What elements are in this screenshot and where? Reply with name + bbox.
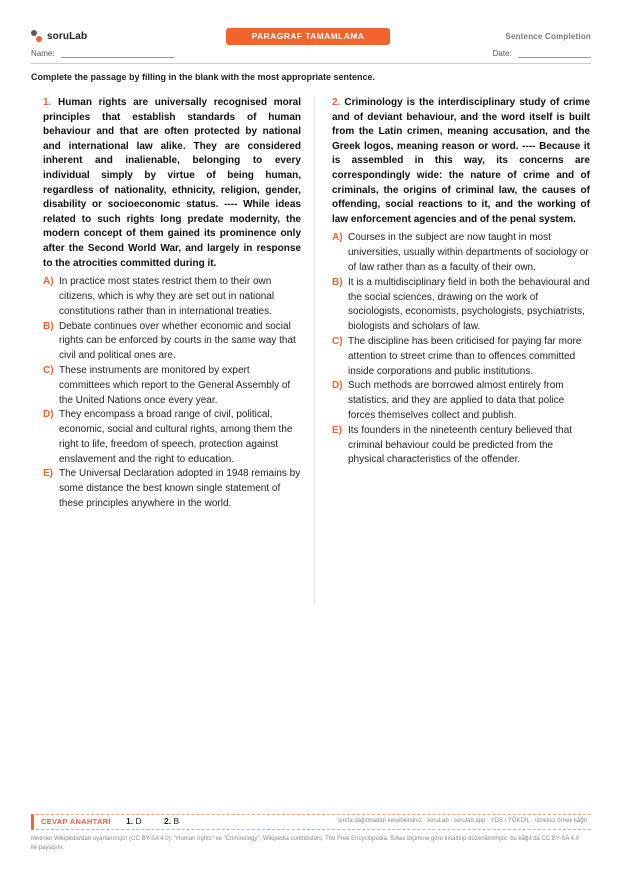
source-credits: Metinler Wikipedia'dan uyarlanmıştır (CC BY-SA 4.0): "Human rights" ve "Criminology"; Wikipedia contributors, The Free Encyclopedia. Sınav biçimine göre kısaltılıp düzenlenmiştir; bu kâğıt da CC BY-SA 4.0 ile paylaşılır. xyxy=(31,836,580,851)
passage-text: Human rights are universally recognised moral principles that establish standards of human behaviour and that are often protected by national and international law alike. They are considered inherent and inalienable, belonging to every individual simply by virtue of being human, regardless of nationality, ethnicity, religion, gender, disability or socioeconomic status. ---- While ideas related to such rights long predate modernity, the modern concept of them gained its prominence only after the Second World War, and largely in response to the atrocities committed during it. xyxy=(43,97,301,269)
option-c[interactable] xyxy=(332,335,590,379)
question-number: 1. xyxy=(43,97,52,108)
option-a[interactable] xyxy=(43,275,301,319)
date-label: Date: xyxy=(492,49,512,58)
option-text: The Universal Declaration adopted in 1948 remains by some distance the best known single statement of these principles anywhere in the world. xyxy=(59,468,301,510)
option-letter: B) xyxy=(332,276,343,288)
option-letter: D) xyxy=(43,409,54,421)
column-divider xyxy=(314,96,315,604)
answer-key-box xyxy=(31,814,591,830)
option-text: It is a multidisciplinary field in both the behavioural and the social sciences, drawing on the work of sociologists, economists, psychologists, psychiatrists, biologists and scholars of law. xyxy=(348,276,590,333)
sorulab-logo-icon xyxy=(31,30,42,42)
name-label: Name: xyxy=(31,49,55,58)
header-divider xyxy=(31,63,591,64)
option-letter: D) xyxy=(332,380,343,392)
option-text: These instruments are monitored by expert committees which report to the General Assembly of the United Nations once every year. xyxy=(59,364,291,406)
option-text: They encompass a broad range of civil, political, economic, social and cultural rights, among them the right to life, freedom of speech, protection against enslavement and the right to education. xyxy=(59,409,293,465)
question-passage xyxy=(43,96,301,271)
option-letter: C) xyxy=(332,335,343,347)
options-list xyxy=(332,231,590,468)
answer-num: 2. xyxy=(163,816,172,826)
brand xyxy=(31,30,87,42)
question-2 xyxy=(332,96,590,468)
answer-value: D xyxy=(135,816,142,826)
option-e[interactable] xyxy=(332,424,590,468)
passage-text: Criminology is the interdisciplinary study of crime and of deviant behaviour, and the word itself is built from the Latin crimen, meaning accusation, and the Greek logos, meaning reason or word. ---- Because it is assembled in this way, its concerns are correspondingly wide: the nature of crime and of criminals, the origins of criminal law, the causes of offending, social reactions to it, and the working of law enforcement agencies and of the penal system. xyxy=(332,97,590,225)
option-letter: C) xyxy=(43,364,54,376)
option-letter: E) xyxy=(43,468,53,480)
option-letter: A) xyxy=(332,232,343,244)
section-badge: PARAGRAF TAMAMLAMA xyxy=(226,28,390,45)
question-passage xyxy=(332,96,590,227)
option-text: In practice most states restrict them to their own citizens, which is why they are set out in national constitutions rather than in international treaties. xyxy=(59,276,275,317)
option-text: Such methods are borrowed almost entirely from statistics, and they are applied to data that police forces themselves collect and publish. xyxy=(348,380,565,421)
brand-name: soruLab xyxy=(47,30,88,42)
option-text: Debate continues over whether economic and social rights can be enforced by courts in the same way that civil and political ones are. xyxy=(59,320,296,362)
option-text: The discipline has been criticised for paying far more attention to street crime than to offences committed inside corporations and public institutions. xyxy=(348,335,582,377)
option-letter: E) xyxy=(332,424,342,436)
answer-key-title: CEVAP ANAHTARI xyxy=(41,817,111,826)
option-c[interactable] xyxy=(43,364,301,408)
question-type-label: Sentence Completion xyxy=(505,32,591,41)
option-e[interactable] xyxy=(43,467,301,511)
name-field[interactable] xyxy=(31,49,174,58)
answer-key-item xyxy=(126,816,152,826)
answer-num: 1. xyxy=(126,816,134,826)
option-b[interactable] xyxy=(332,276,590,335)
answer-key-footer: sınıfa dağıtmadan kesebilirsiniz · soruLab · sorulab.app · YDS / YÖKDİL · ücretsiz örnek kâğıt xyxy=(337,818,587,824)
instruction-text: Complete the passage by filling in the blank with the most appropriate sentence. xyxy=(31,72,376,82)
option-d[interactable] xyxy=(43,408,301,467)
option-text: Its founders in the nineteenth century believed that criminal behaviour could be predicted from the physical characteristics of the offender. xyxy=(348,424,573,466)
page-header xyxy=(31,28,591,48)
name-date-bar xyxy=(31,49,591,61)
date-blank-line xyxy=(518,49,591,58)
date-field[interactable] xyxy=(493,49,591,58)
question-1 xyxy=(43,96,301,512)
option-a[interactable] xyxy=(332,231,590,275)
question-number: 2. xyxy=(332,97,341,108)
answer-value: B xyxy=(173,816,180,826)
answer-key-items xyxy=(126,816,199,826)
option-text: Courses in the subject are now taught in most universities, usually within departments of sociology or of law rather than as a faculty of their own. xyxy=(348,232,589,273)
answer-key-item xyxy=(164,816,189,826)
option-b[interactable] xyxy=(43,320,301,364)
option-letter: B) xyxy=(43,320,54,332)
option-d[interactable] xyxy=(332,379,590,423)
name-blank-line xyxy=(61,49,174,58)
options-list xyxy=(43,275,301,512)
option-letter: A) xyxy=(43,276,54,288)
